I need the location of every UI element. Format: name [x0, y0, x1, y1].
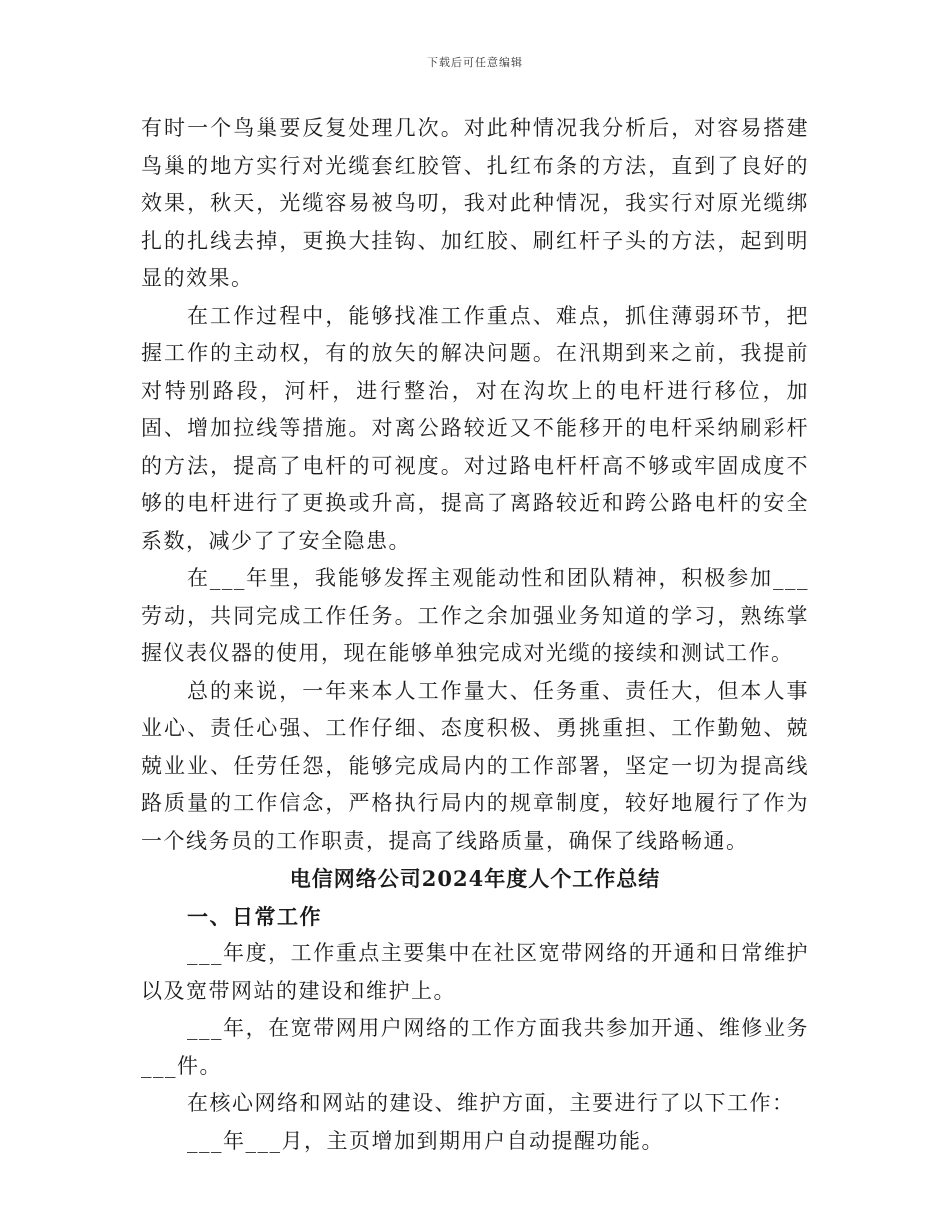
paragraph: 在工作过程中，能够找准工作重点、难点，抓住薄弱环节，把握工作的主动权，有的放矢的解决问题。在汛期到来之前，我提前对特别路段，河杆，进行整治，对在沟坎上的电杆进行移位，加固、增加拉线等措施。对离公路较近又不能移开的电杆采纳刷彩杆的方法，提高了电杆的可视度。对过路电杆杆高不够或牢固成度不够的电杆进行了更换或升高，提高了离路较近和跨公路电杆的安全系数，减少了了安全隐患。 — [141, 303, 809, 553]
document-body — [141, 110, 809, 1160]
document-section-part2 — [141, 935, 809, 1160]
section-title: 电信网络公司2024年度人个工作总结 — [289, 866, 661, 891]
subheading-daily-work: 一、日常工作 — [187, 903, 322, 929]
document-section-part1 — [141, 110, 809, 860]
paragraph: ___年度，工作重点主要集中在社区宽带网络的开通和日常维护以及宽带网站的建设和维护上。 — [141, 941, 809, 1003]
paragraph: ___年___月，主页增加到期用户自动提醒功能。 — [187, 1128, 664, 1153]
page-header-note: 下载后可任意编辑 — [427, 56, 523, 69]
paragraph: 在核心网络和网站的建设、维护方面，主要进行了以下工作： — [187, 1091, 795, 1115]
paragraph: 有时一个鸟巢要反复处理几次。对此种情况我分析后，对容易搭建鸟巢的地方实行对光缆套红胶管、扎红布条的方法，直到了良好的效果，秋天，光缆容易被鸟叨，我对此种情况，我实行对原光缆绑扎的扎线去掉，更换大挂钩、加红胶、刷红杆子头的方法，起到明显的效果。 — [141, 116, 809, 290]
paragraph: 在___年里，我能够发挥主观能动性和团队精神，积极参加___劳动，共同完成工作任务。工作之余加强业务知道的学习，熟练掌握仪表仪器的使用，现在能够单独完成对光缆的接续和测试工作。 — [141, 566, 809, 665]
paragraph: 总的来说，一年来本人工作量大、任务重、责任大，但本人事业心、责任心强、工作仔细、态度积极、勇挑重担、工作勤勉、兢兢业业、任劳任怨，能够完成局内的工作部署，坚定一切为提高线路质量的工作信念，严格执行局内的规章制度，较好地履行了作为一个线务员的工作职责，提高了线路质量，确保了线路畅通。 — [141, 678, 809, 853]
paragraph: ___年，在宽带网用户网络的工作方面我共参加开通、维修业务___件。 — [141, 1016, 809, 1078]
